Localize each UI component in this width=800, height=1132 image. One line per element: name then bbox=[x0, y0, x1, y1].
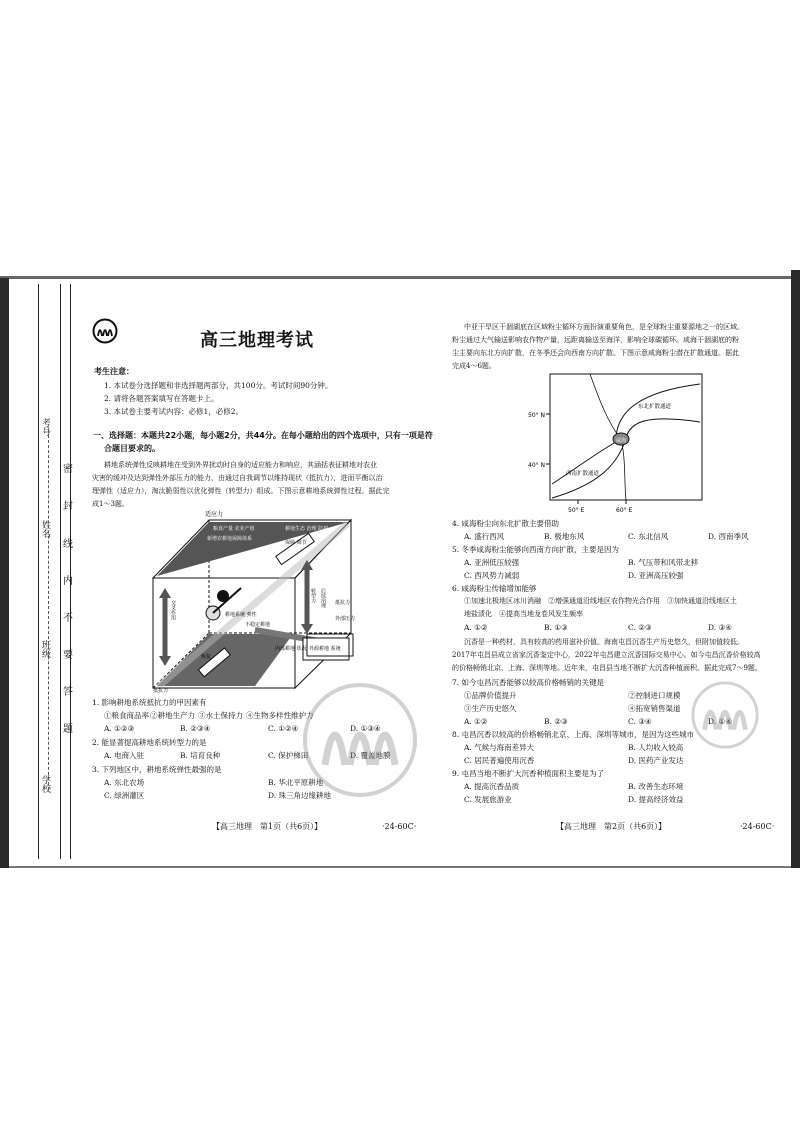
publisher-logo-icon bbox=[92, 318, 118, 344]
binding-line bbox=[70, 284, 71, 859]
answer-choice[interactable]: A. 电商入驻 bbox=[104, 751, 145, 760]
answer-choice[interactable]: A. 盛行西风 bbox=[464, 532, 505, 541]
notice-item: 2. 请将各题答案填写在答题卡上。 bbox=[104, 394, 219, 403]
binding-line bbox=[60, 284, 61, 859]
answer-choice[interactable]: A. 提高沉香品质 bbox=[464, 782, 520, 791]
question-option: ①加速北极地区冰川消融 ②增强通道沿线地区农作物光合作用 ③加快通道沿线地区土 bbox=[464, 597, 737, 605]
answer-choice[interactable]: A. 气候与海南差异大 bbox=[464, 743, 535, 752]
passage-line: 粉尘通过大气输送影响农作物产量，远距离输送至海洋，影响全球碳循环。咸海干涸湖底的粉 bbox=[452, 336, 739, 344]
passage-line: 理弹性（适应力），淘汰脆弱性以优化弹性（转型力）组成。下图示意耕地系统弹性过程。据此完 bbox=[92, 487, 390, 495]
diagram-label-mid: 恢复 bbox=[201, 654, 212, 660]
seal-char: 线 bbox=[63, 539, 73, 550]
diagram-label-front: 内部耕地 状况 bbox=[275, 646, 307, 652]
map-sw-channel-label: 西南扩散通道 bbox=[566, 471, 600, 477]
diagram-label-right-band2: 后续治理 bbox=[320, 588, 326, 608]
answer-choice[interactable]: D. ③④ bbox=[708, 623, 732, 632]
question-option: ④拓宽销售渠道 bbox=[628, 704, 681, 713]
question-stem: 9. 屯昌当地不断扩大沉香种植面积主要是为了 bbox=[452, 769, 605, 778]
scan-edge-left bbox=[0, 278, 9, 868]
resilience-diagram bbox=[135, 508, 370, 693]
binding-label-school: 学校 bbox=[40, 775, 50, 793]
answer-choice[interactable]: D. ①④ bbox=[708, 717, 732, 726]
question-option: ③水土保持力 bbox=[198, 711, 243, 720]
scan-edge-top bbox=[0, 276, 800, 279]
seal-char: 封 bbox=[63, 501, 73, 512]
answer-choice[interactable]: B. ①③ bbox=[544, 623, 568, 632]
page-code: ·24-60C· bbox=[740, 822, 775, 831]
notice-item: 1. 本试卷分选择题和非选择题两部分，共100分。考试时间90分钟。 bbox=[104, 381, 333, 390]
answer-choice[interactable]: A. ①② bbox=[464, 623, 488, 632]
passage-line: 尘主要向东北方向扩散，在冬季还会向西南方向扩散。下图示意咸海粉尘潜在扩散通道。据此 bbox=[452, 349, 739, 357]
seal-char: 不 bbox=[63, 613, 73, 624]
seal-char: 题 bbox=[63, 724, 73, 735]
binding-line bbox=[38, 284, 39, 859]
passage-line: 中亚干旱区干涸湖底在区域粉尘循环方面扮演重要角色，是全球粉尘重要源地之一的区域。 bbox=[464, 323, 744, 331]
answer-choice[interactable]: C. ①②④ bbox=[268, 724, 299, 733]
answer-choice[interactable]: B. ②③ bbox=[544, 717, 568, 726]
answer-choice[interactable]: B. 改善生态环境 bbox=[628, 782, 684, 791]
diagram-label-center: 耕地系统 弹性 bbox=[225, 612, 257, 618]
question-stem: 6. 咸海粉尘传输增加能够 bbox=[452, 584, 537, 593]
watermark-logo-icon bbox=[300, 680, 420, 800]
answer-choice[interactable]: A. 东北农场 bbox=[104, 778, 145, 787]
binding-label-name: 姓名 bbox=[40, 520, 50, 538]
diagram-label-left-band: 交叉作用 bbox=[170, 600, 176, 620]
section-heading: 一、选择题：本题共22小题，每小题2分，共44分。在每小题给出的四个选项中，只有一项是符 bbox=[93, 431, 433, 440]
answer-choice[interactable]: C. ③④ bbox=[628, 717, 652, 726]
binding-label-class: 班级 bbox=[40, 640, 50, 658]
aral-sea-dust-map bbox=[528, 372, 708, 517]
passage-line: 沉香是一种药材，具有较高的药用滋补价值。海南屯昌沉香生产历史悠久，但附加值较低。 bbox=[464, 638, 744, 646]
map-lat-40: 40° N bbox=[528, 462, 546, 469]
diagram-label-right-band: 转型力 bbox=[310, 588, 316, 603]
answer-choice[interactable]: B. ②③④ bbox=[180, 724, 211, 733]
question-option: ④生物多样性维护力 bbox=[246, 711, 314, 720]
answer-choice[interactable]: B. 气压带和风带北移 bbox=[628, 558, 699, 567]
question-stem: 7. 如今屯昌沉香能够以较高价格畅销的关键是 bbox=[452, 678, 605, 687]
passage-line: 2017年屯昌县成立省家沉香鉴定中心，2022年屯昌建立沉香国际交易中心。如今屯昌沉香价格较高 bbox=[452, 651, 761, 659]
question-option: ②耕地生产力 bbox=[150, 711, 195, 720]
seal-char: 要 bbox=[63, 650, 73, 661]
answer-choice[interactable]: D. 西南季风 bbox=[708, 532, 749, 541]
scan-edge-bottom bbox=[0, 866, 800, 868]
answer-choice[interactable]: C. ②③ bbox=[628, 623, 652, 632]
watermark-logo-icon bbox=[690, 680, 760, 750]
notice-title: 考生注意： bbox=[94, 367, 134, 376]
answer-choice[interactable]: C. 居民普遍使用沉香 bbox=[464, 756, 535, 765]
answer-choice[interactable]: D. 珠三角边缘耕地 bbox=[268, 791, 332, 800]
binding-line-dash bbox=[48, 430, 50, 790]
question-stem: 3. 下列地区中，耕地系统弹性最强的是 bbox=[92, 765, 222, 774]
diagram-label-top-band: 新增农耕地保障体系 bbox=[207, 536, 253, 542]
diagram-label-top-box2: 耕地生态 治理 防控 bbox=[285, 526, 329, 532]
question-option: ③生产历史悠久 bbox=[464, 704, 517, 713]
answer-choice[interactable]: B. 培育良种 bbox=[180, 751, 221, 760]
diagram-label-center2: 不稳定耕地 bbox=[245, 622, 271, 628]
map-lon-50: 50° E bbox=[568, 507, 585, 514]
notice-item: 3. 本试卷主要考试内容：必修1，必修2。 bbox=[104, 407, 244, 416]
question-stem: 1. 影响耕地系统抵抗力的甲因素有 bbox=[92, 698, 207, 707]
passage-line: 灾害的缓冲及达到弹性外部压力的能力，由通过自我调节以维持现状（抵抗力），进而平衡以治 bbox=[92, 474, 383, 482]
answer-choice[interactable]: A. 亚洲低压较强 bbox=[464, 558, 520, 567]
seal-char: 答 bbox=[63, 687, 73, 698]
answer-choice[interactable]: C. 发展旅游业 bbox=[464, 795, 512, 804]
map-lat-50: 50° N bbox=[528, 412, 546, 419]
map-lon-60: 60° E bbox=[616, 507, 633, 514]
diagram-label-top: 适应力 bbox=[205, 511, 224, 518]
answer-choice[interactable]: D. 覆盖地膜 bbox=[350, 751, 391, 760]
answer-choice[interactable]: D. ①③④ bbox=[350, 724, 381, 733]
question-option: ①品牌价值提升 bbox=[464, 691, 517, 700]
answer-choice[interactable]: B. 人均收入较高 bbox=[628, 743, 684, 752]
answer-choice[interactable]: D. 提高经济效益 bbox=[628, 795, 684, 804]
question-stem: 4. 咸海粉尘向东北扩散主要借助 bbox=[452, 519, 560, 528]
scan-edge-right bbox=[791, 270, 800, 868]
question-option: 地盐渍化 ④提高当地龙卷风发生频率 bbox=[464, 610, 583, 618]
passage-line: 成1～3题。 bbox=[92, 500, 129, 508]
answer-choice[interactable]: C. 绿洲灌区 bbox=[104, 791, 145, 800]
passage-line: 的价格畅销北京、上海、深圳等地。近年来，屯昌县当地不断扩大沉香种植面积。据此完成7～9题。 bbox=[452, 664, 762, 672]
passage-line: 耕地系统弹性反映耕地在受到外界扰动时自身的适应能力和响应，其涵括表征耕地对农业 bbox=[104, 461, 377, 469]
answer-choice[interactable]: B. 华北平原耕地 bbox=[268, 778, 324, 787]
diagram-label-top-box1: 粮食产量 农业产值 bbox=[213, 526, 255, 532]
answer-choice[interactable]: D. 亚洲高压较强 bbox=[628, 571, 684, 580]
answer-choice[interactable]: C. 东北信风 bbox=[628, 532, 669, 541]
binding-label-exam-number: 考号 bbox=[40, 418, 50, 436]
answer-choice[interactable]: C. 保护梯田 bbox=[268, 751, 309, 760]
question-option: ②控制进口规模 bbox=[628, 691, 681, 700]
map-ne-channel-label: 东北扩散通道 bbox=[638, 404, 672, 410]
passage-line: 完成4～6题。 bbox=[452, 362, 496, 370]
question-option: ①粮食商品率 bbox=[104, 711, 149, 720]
question-stem: 8. 屯昌沉香以较高的价格畅销北京、上海、深圳等城市，是因为这些城市 bbox=[452, 730, 695, 739]
page-footer: 【高三地理 第2页（共6页）】 bbox=[556, 822, 667, 831]
map-lake-label: 咸海 bbox=[616, 438, 627, 444]
answer-choice[interactable]: C. 西风势力减弱 bbox=[464, 571, 520, 580]
answer-choice[interactable]: B. 极地东风 bbox=[544, 532, 585, 541]
seal-char: 内 bbox=[63, 576, 73, 587]
seal-char: 密 bbox=[63, 464, 73, 475]
page-title: 高三地理考试 bbox=[200, 330, 314, 351]
question-stem: 2. 能显著提高耕地系统转型力的是 bbox=[92, 738, 207, 747]
answer-choice[interactable]: A. ①②③ bbox=[104, 724, 135, 733]
page-code: ·24-60C· bbox=[382, 822, 417, 831]
diagram-label-arrow: 外部压力 bbox=[335, 616, 356, 622]
answer-choice[interactable]: D. 医药产业发达 bbox=[628, 756, 684, 765]
question-stem: 5. 冬季咸海粉尘能够向西南方向扩散，主要是因为 bbox=[452, 545, 620, 554]
diagram-label-bottom-band: 抵抗力 bbox=[335, 600, 351, 606]
diagram-label-side-small: 保障 调节 bbox=[285, 540, 307, 546]
diagram-label-bottom-box: 外源耕地 系统 bbox=[309, 646, 341, 652]
diagram-label-bottom-left: 抵抗力 bbox=[153, 688, 169, 693]
answer-choice[interactable]: A. ①② bbox=[464, 717, 488, 726]
section-heading-cont: 合题目要求的。 bbox=[104, 444, 160, 453]
page-footer: 【高三地理 第1页（共6页）】 bbox=[212, 822, 323, 831]
